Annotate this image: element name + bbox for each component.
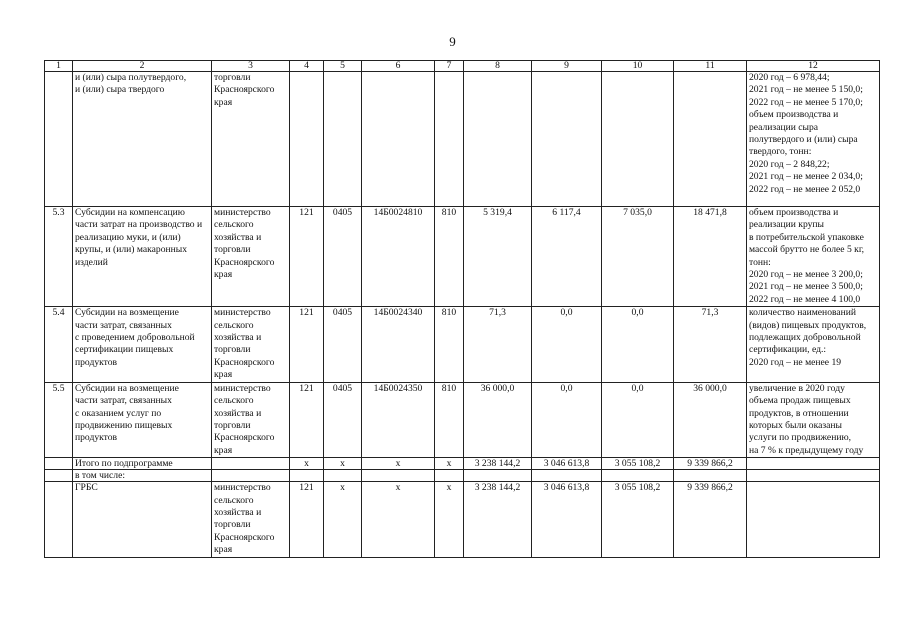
- col-header: 11: [674, 61, 747, 72]
- cell-grbs: [212, 458, 290, 470]
- cell-code: 121: [290, 382, 324, 457]
- cell-amount: 3 046 613,8: [532, 458, 602, 470]
- cell-amount: 6 117,4: [532, 207, 602, 307]
- cell-amount: 36 000,0: [674, 382, 747, 457]
- cell-number: [45, 482, 73, 558]
- cell-grbs: торговли Красноярского края: [212, 72, 290, 207]
- cell-number: 5.3: [45, 207, 73, 307]
- col-header: 10: [602, 61, 674, 72]
- cell-amount: 7 035,0: [602, 207, 674, 307]
- cell-result: 2020 год – 6 978,44; 2021 год – не менее 5 150,0; 2022 год – не менее 5 170,0; объем производства и реализации сыра полутвердого и (или) сыра твердого, тонн: 2020 год – 2 848,22; 2021 год – не менее 2 034,0; 2022 год – не менее 2 052,0: [747, 72, 880, 207]
- cell-number: [45, 470, 73, 482]
- cell-amount: 3 046 613,8: [532, 482, 602, 558]
- cell-amount: 18 471,8: [674, 207, 747, 307]
- cell-code: х: [435, 482, 464, 558]
- cell-number: [45, 72, 73, 207]
- cell-result: объем производства и реализации крупы в потребительской упаковке массой брутто не более 5 кг, тонн: 2020 год – не менее 3 200,0; 2021 год – не менее 3 500,0; 2022 год – не менее 4 100,0: [747, 207, 880, 307]
- cell-code: 810: [435, 307, 464, 382]
- col-header: 5: [324, 61, 362, 72]
- cell-name: Субсидии на возмещение части затрат, связанных с оказанием услуг по продвижению пищевых продуктов: [73, 382, 212, 457]
- cell-amount: 0,0: [532, 307, 602, 382]
- col-header: 7: [435, 61, 464, 72]
- cell-code: [290, 470, 324, 482]
- cell-grbs: министерство сельского хозяйства и торговли Красноярского края: [212, 207, 290, 307]
- cell-amount: [464, 470, 532, 482]
- cell-code: х: [362, 458, 435, 470]
- col-header: 8: [464, 61, 532, 72]
- table-row-total: [45, 458, 880, 470]
- cell-amount: [602, 72, 674, 207]
- cell-amount: 36 000,0: [464, 382, 532, 457]
- cell-amount: 3 238 144,2: [464, 458, 532, 470]
- cell-amount: 9 339 866,2: [674, 458, 747, 470]
- cell-amount: 0,0: [602, 382, 674, 457]
- cell-amount: 3 055 108,2: [602, 482, 674, 558]
- cell-amount: [674, 72, 747, 207]
- cell-amount: 0,0: [532, 382, 602, 457]
- cell-code: 14Б0024340: [362, 307, 435, 382]
- cell-code: [362, 470, 435, 482]
- cell-name: ГРБС: [73, 482, 212, 558]
- table-row-grbs: [45, 482, 880, 558]
- cell-amount: 3 055 108,2: [602, 458, 674, 470]
- page-number: 9: [449, 34, 456, 49]
- col-header: 6: [362, 61, 435, 72]
- cell-number: 5.5: [45, 382, 73, 457]
- table-row: [45, 307, 880, 382]
- cell-name: и (или) сыра полутвердого, и (или) сыра твердого: [73, 72, 212, 207]
- cell-amount: [464, 72, 532, 207]
- cell-amount: 5 319,4: [464, 207, 532, 307]
- cell-amount: 0,0: [602, 307, 674, 382]
- cell-grbs: министерство сельского хозяйства и торговли Красноярского края: [212, 382, 290, 457]
- col-header: 2: [73, 61, 212, 72]
- cell-name: Итого по подпрограмме: [73, 458, 212, 470]
- cell-code: 0405: [324, 382, 362, 457]
- cell-grbs: министерство сельского хозяйства и торговли Красноярского края: [212, 482, 290, 558]
- cell-name: Субсидии на компенсацию части затрат на производство и реализацию муки, и (или) крупы, и (или) макаронных изделий: [73, 207, 212, 307]
- cell-grbs: [212, 470, 290, 482]
- col-header: 9: [532, 61, 602, 72]
- cell-code: 14Б0024350: [362, 382, 435, 457]
- cell-result: количество наименований (видов) пищевых продуктов, подлежащих добровольной сертификации, ед.: 2020 год – не менее 19: [747, 307, 880, 382]
- cell-result: увеличение в 2020 году объема продаж пищевых продуктов, в отношении которых были оказаны услуги по продвижению, на 7 % к предыдущему году: [747, 382, 880, 457]
- cell-code: [435, 470, 464, 482]
- cell-code: 121: [290, 307, 324, 382]
- cell-code: х: [435, 458, 464, 470]
- table-row: [45, 207, 880, 307]
- cell-code: 121: [290, 482, 324, 558]
- cell-code: [435, 72, 464, 207]
- cell-result: [747, 470, 880, 482]
- cell-code: [324, 72, 362, 207]
- table-row-including: [45, 470, 880, 482]
- cell-amount: [602, 470, 674, 482]
- cell-code: х: [362, 482, 435, 558]
- cell-name: Субсидии на возмещение части затрат, связанных с проведением добровольной сертификации пищевых продуктов: [73, 307, 212, 382]
- budget-table: [44, 60, 880, 558]
- table-row: [45, 72, 880, 207]
- cell-code: 121: [290, 207, 324, 307]
- cell-amount: [532, 470, 602, 482]
- cell-code: [362, 72, 435, 207]
- col-header: 3: [212, 61, 290, 72]
- cell-code: 0405: [324, 207, 362, 307]
- cell-amount: 9 339 866,2: [674, 482, 747, 558]
- cell-code: 810: [435, 207, 464, 307]
- cell-number: 5.4: [45, 307, 73, 382]
- table-row: [45, 382, 880, 457]
- header-row: [45, 61, 880, 72]
- cell-code: 14Б0024810: [362, 207, 435, 307]
- cell-number: [45, 458, 73, 470]
- cell-code: [290, 72, 324, 207]
- cell-code: х: [324, 458, 362, 470]
- cell-amount: 71,3: [674, 307, 747, 382]
- col-header: 12: [747, 61, 880, 72]
- cell-name: в том числе:: [73, 470, 212, 482]
- col-header: 1: [45, 61, 73, 72]
- col-header: 4: [290, 61, 324, 72]
- cell-code: х: [324, 482, 362, 558]
- cell-amount: 3 238 144,2: [464, 482, 532, 558]
- cell-code: 810: [435, 382, 464, 457]
- cell-code: [324, 470, 362, 482]
- cell-code: х: [290, 458, 324, 470]
- cell-amount: [532, 72, 602, 207]
- cell-amount: [674, 470, 747, 482]
- cell-result: [747, 482, 880, 558]
- cell-code: 0405: [324, 307, 362, 382]
- cell-amount: 71,3: [464, 307, 532, 382]
- cell-grbs: министерство сельского хозяйства и торговли Красноярского края: [212, 307, 290, 382]
- cell-result: [747, 458, 880, 470]
